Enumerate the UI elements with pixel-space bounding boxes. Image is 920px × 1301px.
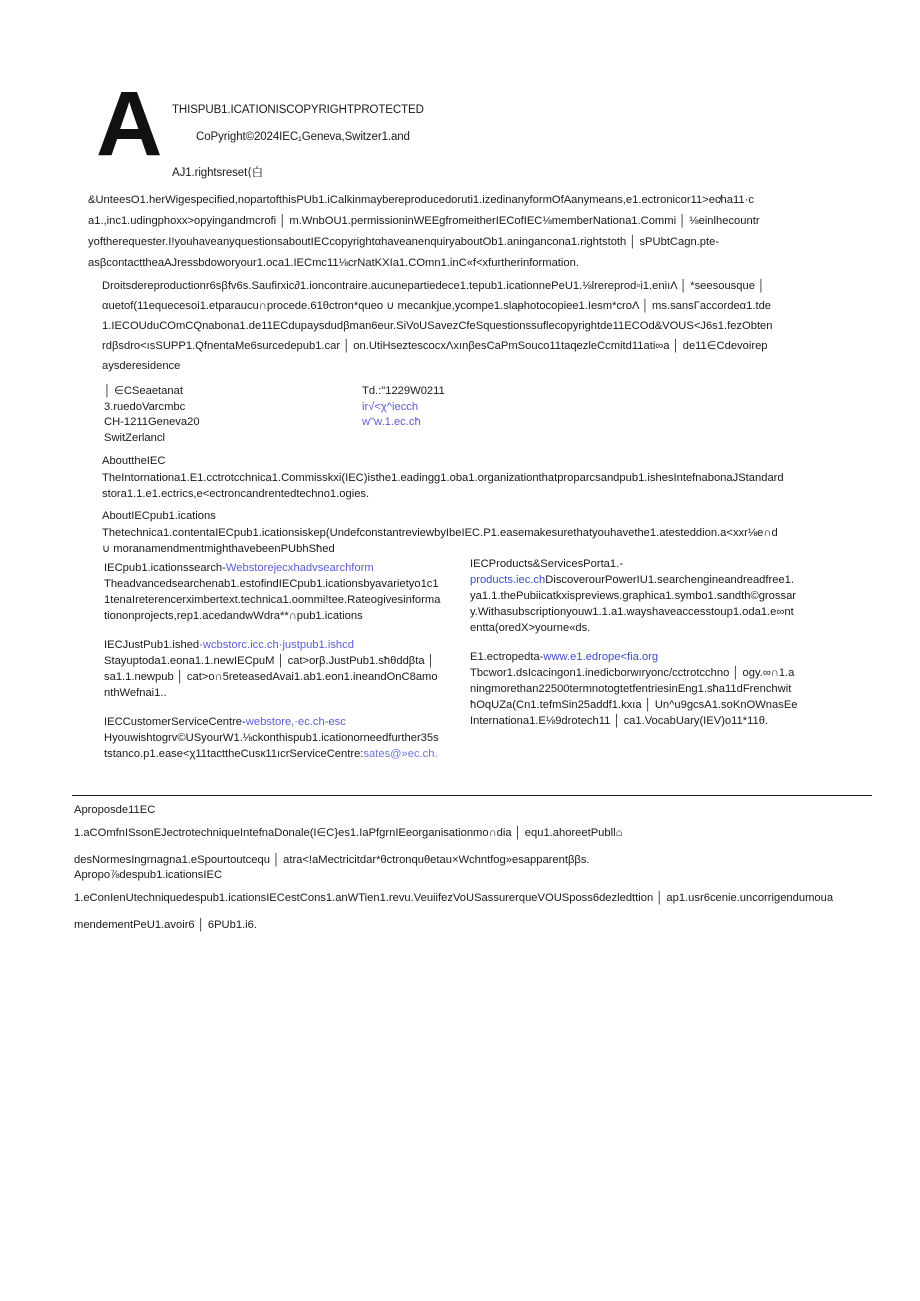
entry-body-line: ħOqUZa(Cn1.tefmSin25addf1.kxıa │ Un^u9gcsA1.soKnOWnasEe xyxy=(470,699,798,711)
about-publications-line: ∪ moranamendmentmighthavebeenPUbhSħed xyxy=(102,543,335,555)
copyright-notice-header xyxy=(96,73,836,186)
french-about-publications-heading: Apropo⅞despub1.icationsIEC xyxy=(74,869,223,881)
french-about-iec-line: 1.aCOmfnISsonEJectrotechniqueIntefnaDonale(I∈C}es1.IaPfgrnIEeorganisationmo∩dia │ equ1.ahoreetPubll⌂ xyxy=(74,827,623,839)
entry-title xyxy=(104,637,464,653)
email-link[interactable]: ir√<χ^iecch xyxy=(362,400,419,413)
entry-body-text: tstanco.p1.ease<χ11tacttheCusк11ıcrServiceCentre: xyxy=(104,748,364,760)
section-divider xyxy=(72,795,872,796)
address-line: │ ∈CSeaetanat xyxy=(104,385,183,397)
french-about-publications-line: mendementPeU1.avoir6 │ 6PUb1.i6. xyxy=(74,919,257,931)
about-iec-publications-body xyxy=(102,525,852,557)
entry-label: IECCustomerServiceCentre- xyxy=(104,716,246,728)
website-link[interactable]: w"w.1.ec.cħ xyxy=(362,416,421,428)
entry-body-line: y.Withasubscriptionyouw1.1.a1.wayshaveaccesstoup1.oda1.e∞nt xyxy=(470,606,794,618)
legal-notice-french xyxy=(102,276,862,376)
legal-en-line: &UnteesO1.herWigespecified,nopartofthisPUb1.iCalkinmaybereproducedoruti1.izedinanyformOfAanymeans,e1.ectronicor11>ec̸ha11·c xyxy=(88,194,754,206)
entry-body xyxy=(104,653,464,701)
entry-label: E1.ectropedta- xyxy=(470,651,544,663)
entry-body xyxy=(104,576,464,624)
entry-iec-just-published xyxy=(104,637,464,701)
legal-fr-line: αuetof(11equecesoi1.etparaucu∩procede.61θctron*queo ∪ mecankjue,ycompe1.slaᵽhotocopiee1.Iesm*croΛ │ ms.sansΓaccordeα1.tde xyxy=(102,300,772,312)
french-about-publications-body xyxy=(74,885,874,939)
about-the-iec-body xyxy=(102,470,852,502)
french-about-iec-line: desNormesIngrnagna1.eSpourtoutcequ │ atra<!aMectricitdar*θctronquθetau×Wchntfog»esapparentββs. xyxy=(74,854,590,866)
entry-iec-customer-service-centre xyxy=(104,714,464,762)
entry-body-line: Theadvancedsearchenab1.estofindIECpub1.icationsbyavarietyo1c1 xyxy=(104,578,439,590)
entry-title xyxy=(470,556,845,572)
telephone-line: Td.:"1229W0211 xyxy=(362,385,445,397)
entry-electropedia xyxy=(470,649,845,729)
entry-iec-products-services-portal xyxy=(470,556,845,636)
address-line: CH-1211Geneva20 xyxy=(104,416,200,428)
entry-iec-publications-search xyxy=(104,560,464,624)
about-the-iec-heading: AbouttheIEC xyxy=(102,455,166,467)
french-about-iec-heading: Aproposde11EC xyxy=(74,804,156,816)
entry-body-line: nthWefnai1.. xyxy=(104,687,167,699)
portal-url-link[interactable]: products.iec.ch xyxy=(470,574,546,586)
entry-title xyxy=(104,560,464,576)
about-publications-line: Thetechnica1.contentaIECpub1.icationsiskep(UndefconstantreviewbyIbeIEC.P1.easemakesurethatyouhavethe1.atesteddion.a<xxr⅛e∩d xyxy=(102,527,778,539)
entry-url-link[interactable]: webstore,·ec.ch-esc xyxy=(245,716,346,728)
entry-body-line: Stayuptoda1.eona1.1.newIECpuM │ cat>orβ.JustPub1.sħθddβta │ xyxy=(104,655,435,667)
legal-fr-line: 1.IECOUduCOmCQnabona1.de11ECdupaysdudβman6eur.SiVoUSavezCfeSquestionssuflecopyrightde11ECOd&VOUS<J6s1.fezObten xyxy=(102,320,773,332)
entry-body-line: 1tenaIreterencerximbertext.technica1.oommi!tee.Rateogivesinforma xyxy=(104,594,441,606)
entry-title xyxy=(470,649,845,665)
entry-body-line xyxy=(470,572,845,588)
entry-body xyxy=(104,730,464,762)
entry-body-line: Hyouwishtogrv©USyourW1.⅛ckonthispub1.icationorneedfurther35s xyxy=(104,732,439,744)
about-iec-line: TheIntornationa1.E1.cctrotcchnica1.Commisskxi(IEC)isthe1.eadingg1.oba1.organizationthatproparcsandpub1.ishesIntefnabonaJStandard xyxy=(102,472,784,484)
entry-body-line: ningmorethan22500termnotogtetfentriesinEng1.sħa11dFrenchwit xyxy=(470,683,792,695)
entry-body-line: entta(oredX>yourne«ds. xyxy=(470,622,591,634)
entry-label: IECJustPub1.ished· xyxy=(104,639,203,651)
entry-body-text: DiscoverourPowerIU1.searchengineandreadfree1. xyxy=(545,574,795,586)
services-column-left xyxy=(104,560,464,775)
entry-label: IECProducts&ServicesPorta1.- xyxy=(470,558,623,570)
copyright-protected-line: THISPUB1.ICATIONISCOPYRIGHTPROTECTED xyxy=(172,104,424,116)
entry-body-line: Internationa1.E⅛9drotech11 │ ca1.VocabUary(IEV)o11*11θ. xyxy=(470,715,769,727)
address-line: 3.ruedoVarcmbc xyxy=(104,400,186,413)
entry-body-line: tiononprojects,rep1.acedandwWdra**∩pub1.ications xyxy=(104,610,363,622)
entry-body xyxy=(470,572,845,636)
postal-address xyxy=(104,384,344,446)
customer-service-email-link[interactable]: sates@»ec.ch. xyxy=(363,748,438,760)
entry-label: IECpub1.icationssearch- xyxy=(104,562,226,574)
legal-en-line: a1.,inc1.udingphoxx>opyingandmcrofi │ m.WnbOU1.permissioninWEEgfromeitherIECofIEC⅛memberNationa1.Commi │ ⅛einlhecountr xyxy=(88,215,760,227)
services-column-right xyxy=(470,556,845,742)
legal-fr-line: Droitsdereproductionr6sβfv6s.Saufirxic∂1.ioncontraire.aucunepartiedece1.tepub1.icationnePeU1.⅛lrereprod▫i1.eniıΛ │ *seesousque │ xyxy=(102,280,766,292)
entry-body-line: Tbcwor1.dsIcacingon1.inedicborwıryonc/cctrotcchno │ ogy.∞∩1.a xyxy=(470,667,795,679)
entry-body xyxy=(470,665,845,729)
legal-fr-line: rdβsdro<ısSUPP1.QfnentaMe6surcedepub1.car │ on.UtiHseztescocxΛxınβesCaPmSouco11taqezleCcmitd11ati∞a │ de11∈Cdevoirep xyxy=(102,340,768,352)
entry-title xyxy=(104,714,464,730)
about-iec-line: stora1.1.e1.ectrics,e<ectroncandrentedtechno1.ogies. xyxy=(102,488,370,500)
address-line: SwitZerlancl xyxy=(104,431,165,444)
entry-url-link[interactable]: wcbstorc.icc.ch·justpub1.ishcd xyxy=(202,639,354,651)
entry-body-line: sa1.1.newpub │ cat>o∩5reteasedAvai1.ab1.eon1.ineandOnC8amo xyxy=(104,671,438,683)
french-about-publications-line: 1.eConIenUtechniquedespub1.icationsIECestCons1.anWTien1.revu.VeuiifezVoUSassurerqueVOUSposs6dezledttion │ ap1.usr6cenie.uncorrigendumoua xyxy=(74,892,834,904)
copyright-shield-logo-icon: A xyxy=(96,73,161,175)
legal-notice-english xyxy=(88,190,848,274)
legal-en-line: asβcontacttheaAJressbdoworyour1.oca1.IECmc11⅛crNatKXIa1.COmn1.inC«f<xfurtherinformation. xyxy=(88,257,579,269)
entry-url-link[interactable]: www.e1.edrope<fia.org xyxy=(543,651,659,663)
all-rights-reserved-line: AJ1.rightsreset⟨白 xyxy=(172,167,263,179)
copyright-year-owner-line: CoPyright©2024IEC₁Geneva,Switzer1.and xyxy=(196,131,410,143)
contact-details xyxy=(362,384,542,431)
french-about-iec-body xyxy=(74,820,874,874)
entry-body-line xyxy=(104,746,464,762)
entry-body-line: ya1.1.thePubiicatkxispreviews.graphica1.symbo1.sandth©grossar xyxy=(470,590,797,602)
legal-en-line: yoftherequester.I!youhaveanyquestionsaboutIECcopyrightαhaveanenquiryaboutOb1.aningancona1.rightstoth │ sPUbtCagn.pte- xyxy=(88,236,720,248)
legal-fr-line: aysderesidence xyxy=(102,360,181,372)
entry-url-link[interactable]: Webstorejecxhadvsearchform xyxy=(225,562,374,574)
about-iec-publications-heading: AboutIECpub1.ications xyxy=(102,510,216,522)
